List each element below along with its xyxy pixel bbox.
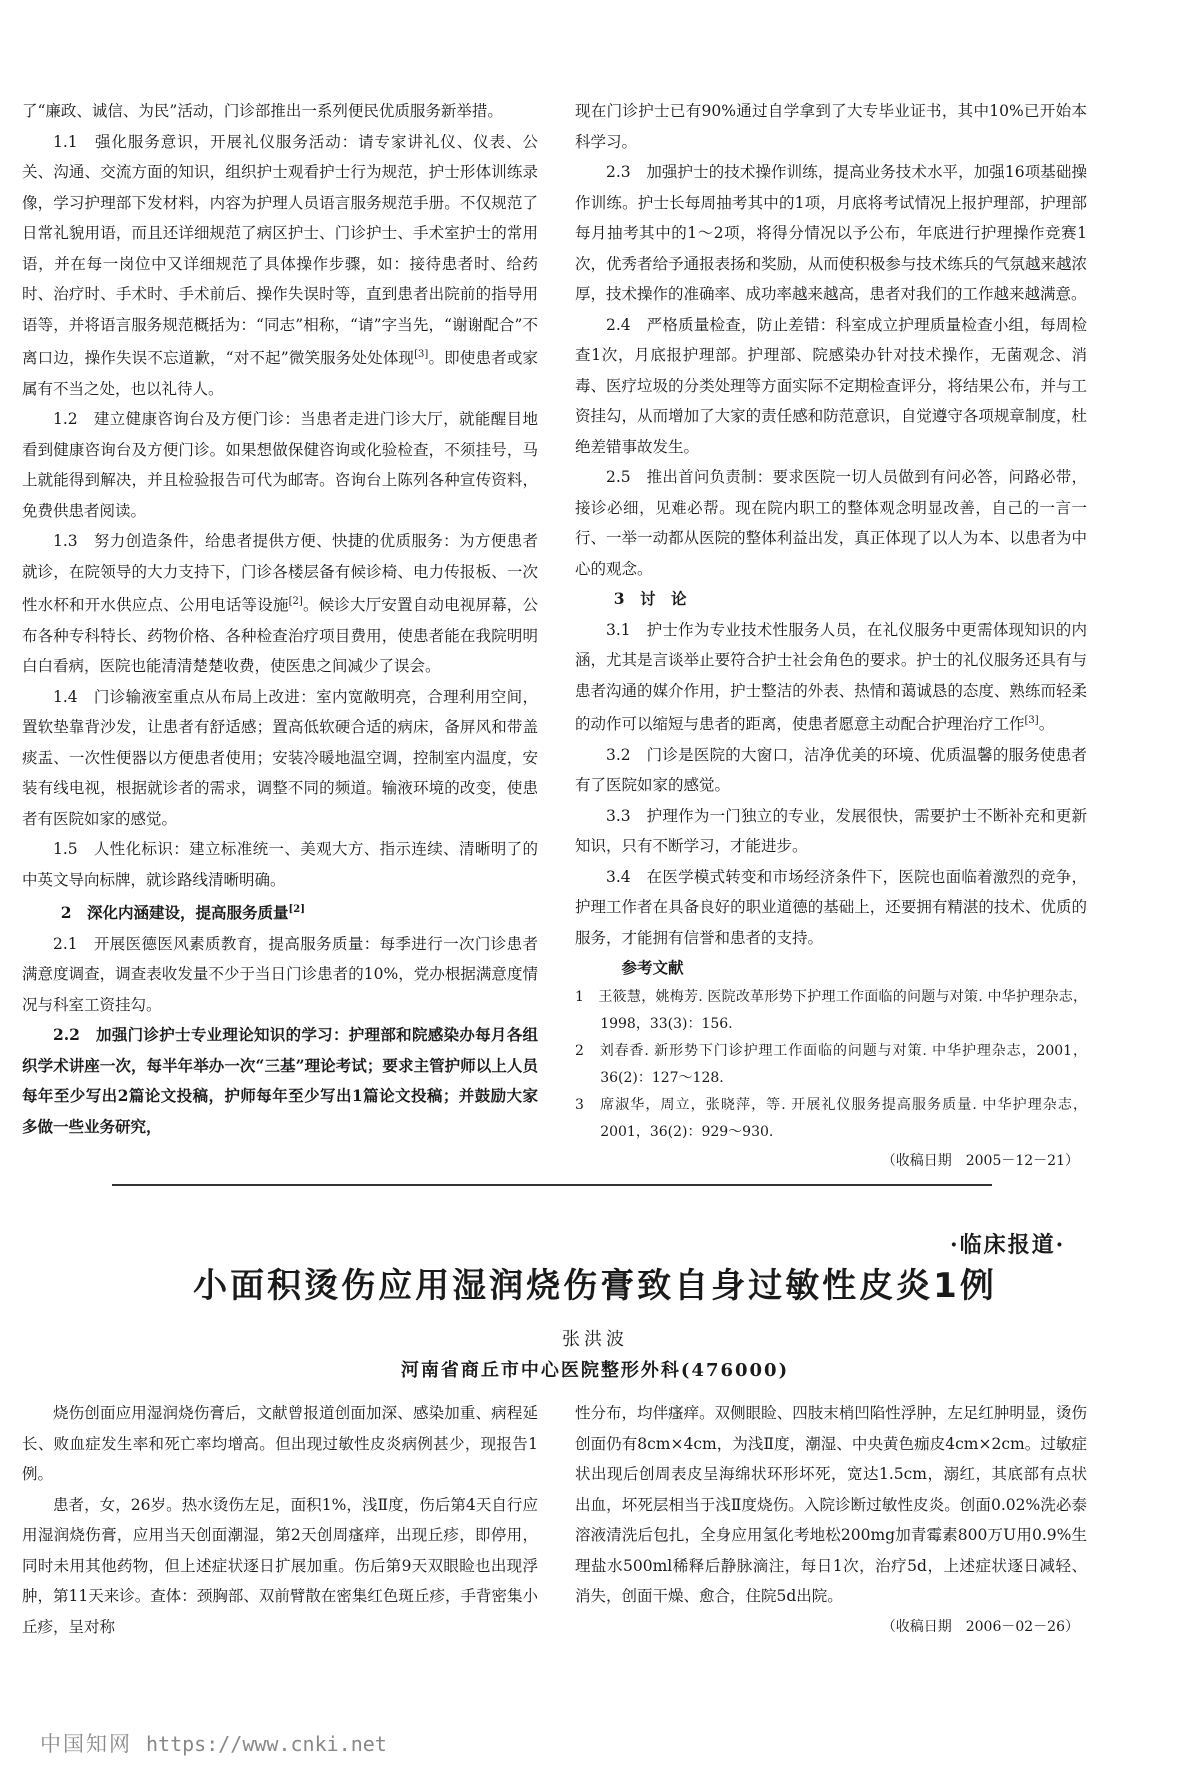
author-affiliation: 河南省商丘市中心医院整形外科(476000): [400, 1360, 790, 1381]
received-date: （收稿日期 2005－12－21）: [881, 1152, 1079, 1169]
paragraph-text: 。候诊大厅安置自动电视屏幕，公布各种专科特长、药物价格、各种检查治疗项目费用，使患者能在我院明明白白看病，医院也能清清楚楚收费，使医患之间减少了误会。: [22, 596, 538, 676]
watermark-url: https://www.cnki.net: [146, 1732, 387, 1756]
paragraph: 了“廉政、诚信、为民”活动，门诊部推出一系列便民优质服务新举措。: [22, 102, 503, 120]
paragraph-3-3: 3.3 护理作为一门独立的专业，发展很快，需要护士不断补充和更新知识，只有不断学习，才能进步。: [575, 806, 1087, 856]
paragraph-2-3: 2.3 加强护士的技术操作训练，提高业务技术水平，加强16项基础操作训练。护士长每周抽考其中的1项，月底将考试情况上报护理部，护理部每月抽考其中的1～2项，将得分情况以予公布，年底进行护理操作竞赛1次，优秀者给予通报表扬和奖励，从而使积极参与技术练兵的气氛越来越浓厚，技术操作的准确率、成功率越来越高，患者对我们的工作越来越满意。: [575, 163, 1087, 303]
paragraph-2-4: 2.4 严格质量检查，防止差错：科室成立护理质量检查小组，每周检查1次，月底报护理部。护理部、院感染办针对技术操作，无菌观念、消毒、医疗垃圾的分类处理等方面实际不定期检查评分，将结果公布，并与工资挂勾，从而增加了大家的责任感和防范意识，自觉遵守各项规章制度，杜绝差错事故发生。: [575, 315, 1087, 456]
paragraph-text: 3.1 护士作为专业技术性服务人员，在礼仪服务中更需体现知识的内涵，尤其是言谈举止要符合护士社会角色的要求。护士的礼仪服务还具有与患者沟通的媒介作用，护士整洁的外表、热情和蔼诚恳的态度、熟练而轻柔的动作可以缩短与患者的距离，使患者愿意主动配合护理治疗工作: [575, 620, 1087, 734]
paragraph-2-2: 2.2 加强门诊护士专业理论知识的学习：护理部和院感染办每月各组织学术讲座一次，每半年举办一次“三基”理论考试；要求主管护师以上人员每年至少写出2篇论文投稿，护师每年至少写出1篇论文投稿；并鼓励大家多做一些业务研究，: [22, 1025, 538, 1136]
paragraph: 性分布，均伴瘙痒。双侧眼睑、四肢末梢凹陷性浮肿，左足红肿明显，烫伤创面仍有8cm×4cm，为浅Ⅱ度，潮湿、中央黄色痂皮4cm×2cm。过敏症状出现后创周表皮呈海绵状环形坏死，宽达1.5cm，溺红，其底部有点状出血，坏死层相当于浅Ⅱ度烧伤。入院诊断过敏性皮炎。创面0.02%洗必泰溶液清洗后包扎，全身应用氢化考地松200mg加青霉素800万U用0.9%生理盐水500ml稀释后静脉滴注，每日1次，治疗5d，上述症状逐日减轻、消失，创面干燥、愈合，住院5d出院。: [575, 1404, 1087, 1605]
lower-left-column: [22, 1398, 538, 1642]
section-heading-3: 3 讨 论: [613, 589, 687, 608]
reference-item: 2 刘春香. 新形势下门诊护理工作面临的问题与对策. 中华护理杂志，2001，36(2)：127～128.: [575, 1042, 1087, 1086]
paragraph-1-2: 1.2 建立健康咨询台及方便门诊：当患者走进门诊大厅，就能醒目地看到健康咨询台及方便门诊。如果想做保健咨询或化验检查，不须挂号，马上就能得到解决，并且检验报告可代为邮寄。咨询台上陈列各种宣传资料，免费供患者阅读。: [22, 410, 538, 520]
reference-item: 3 席淑华，周立，张晓萍，等. 开展礼仪服务提高服务质量. 中华护理杂志，2001，36(2)：929～930.: [575, 1096, 1087, 1140]
paragraph-2-1: 2.1 开展医德医风素质教育，提高服务质量：每季进行一次门诊患者满意度调查，调查表收发量不少于当日门诊患者的10%，党办根据满意度情况与科室工资挂勾。: [22, 934, 538, 1014]
section-heading-2: [22, 895, 538, 929]
paragraph: 现在门诊护士已有90%通过自学拿到了大专毕业证书，其中10%已开始本科学习。: [575, 102, 1087, 151]
article-title: 小面积烫伤应用湿润烧伤膏致自身过敏性皮炎1例: [193, 1266, 997, 1306]
citation-marker: [3]: [414, 349, 429, 360]
paragraph: 患者，女，26岁。热水烫伤左足，面积1%，浅Ⅱ度，伤后第4天自行应用湿润烧伤膏，应用当天创面潮湿，第2天创周瘙痒，出现丘疹，即停用，同时未用其他药物，但上述症状逐日扩展加重。伤后第9天双眼睑也出现浮肿，第11天来诊。查体：颈胸部、双前臂散在密集红色斑丘疹，手背密集小丘疹，呈对称: [22, 1495, 538, 1636]
citation-marker: [2]: [288, 904, 305, 916]
upper-left-column: [22, 96, 538, 1142]
lower-right-column: [575, 1398, 1087, 1642]
received-date: （收稿日期 2006－02－26）: [881, 1618, 1079, 1635]
references-heading: 参考文献: [621, 958, 684, 978]
paragraph-1-4: 1.4 门诊输液室重点从布局上改进：室内宽敞明亮，合理利用空间，置软垫靠背沙发，让患者有舒适感；置高低软硬合适的病床，备屏风和带盖痰盂、一次性便器以方便患者使用；安装冷暖地温空调，控制室内温度，安装有线电视，根据就诊者的需求，调整不同的频道。输液环境的改变，使患者有医院如家的感觉。: [22, 687, 538, 828]
citation-marker: [3]: [1024, 715, 1039, 726]
paragraph-3-2: 3.2 门诊是医院的大窗口，洁净优美的环境、优质温馨的服务使患者有了医院如家的感觉。: [575, 745, 1087, 795]
watermark-footer: [40, 1728, 387, 1758]
watermark-site-name: 中国知网: [40, 1732, 132, 1756]
paragraph-1-5: 1.5 人性化标识：建立标准统一、美观大方、指示连续、清晰明了的中英文导向标牌，就诊路线清晰明确。: [22, 840, 538, 889]
citation-marker: [2]: [288, 596, 303, 608]
paragraph-text: 1.1 强化服务意识，开展礼仪服务活动：请专家讲礼仪、仪表、公关、沟通、交流方面的知识，组织护士观看护士行为规范，护士形体训练录像，学习护理部下发材料，内容为护理人员语言服务规范手册。不仅规范了日常礼貌用语，而且还详细规范了病区护士、门诊护士、手术室护士的常用语，并在每一岗位中又详细规范了具体操作步骤，如：接待患者时、给药时、治疗时、手术时、手术前后、操作失误时等，直到患者出院前的指导用语等，并将语言服务规范概括为：“同志”相称，“请”字当先，“谢谢配合”不离口边，操作失误不忘道歉，“对不起”微笑服务处处体现: [22, 132, 538, 368]
reference-item: 1 王筱慧，姚梅芳. 医院改革形势下护理工作面临的问题与对策. 中华护理杂志，1998，33(3)：156.: [575, 988, 1087, 1032]
paragraph-3-1: 3.1 护士作为专业技术性服务人员，在礼仪服务中更需体现知识的内涵，尤其是言谈举止要符合护士社会角色的要求。护士的礼仪服务还具有与患者沟通的媒介作用，护士整洁的外表、热情和蔼诚恳的态度、熟练而轻柔的动作可以缩短与患者的距离，使患者愿意主动配合护理治疗工作[3]。: [575, 620, 1087, 734]
paragraph-3-4: 3.4 在医学模式转变和市场经济条件下，医院也面临着激烈的竞争，护理工作者在具备良好的职业道德的基础上，还要拥有精湛的技术、优质的服务，才能拥有信誉和患者的支持。: [575, 867, 1087, 947]
paragraph-2-5: 2.5 推出首问负责制：要求医院一切人员做到有问必答，问路必带，接诊必细，见难必帮。现在院内职工的整体观念明显改善，自己的一言一行、一举一动都从医院的整体利益出发，真正体现了以人为本、以患者为中心的观念。: [575, 468, 1087, 578]
paragraph-1-3: [22, 526, 538, 682]
upper-right-column: [575, 96, 1087, 1176]
author-name: 张洪波: [562, 1329, 628, 1350]
paragraph: 烧伤创面应用湿润烧伤膏后，文献曾报道创面加深、感染加重、病程延长、败血症发生率和死亡率均增高。但出现过敏性皮炎病例甚少，现报告1例。: [22, 1404, 538, 1483]
section-heading-text: 2 深化内涵建设，提高服务质量: [60, 903, 289, 923]
paragraph-text: 。即使患者或家属有不当之处，也以礼待人。: [22, 349, 538, 398]
paragraph-1-1: [22, 127, 538, 405]
paragraph-text: 1.3 努力创造条件，给患者提供方便、快捷的优质服务：为方便患者就诊，在院领导的大力支持下，门诊各楼层备有候诊椅、电力传报板、一次性水杯和开水供应点、公用电话等设施: [22, 532, 538, 615]
section-divider: [112, 1184, 992, 1186]
column-label: ·临床报道·: [950, 1232, 1066, 1258]
